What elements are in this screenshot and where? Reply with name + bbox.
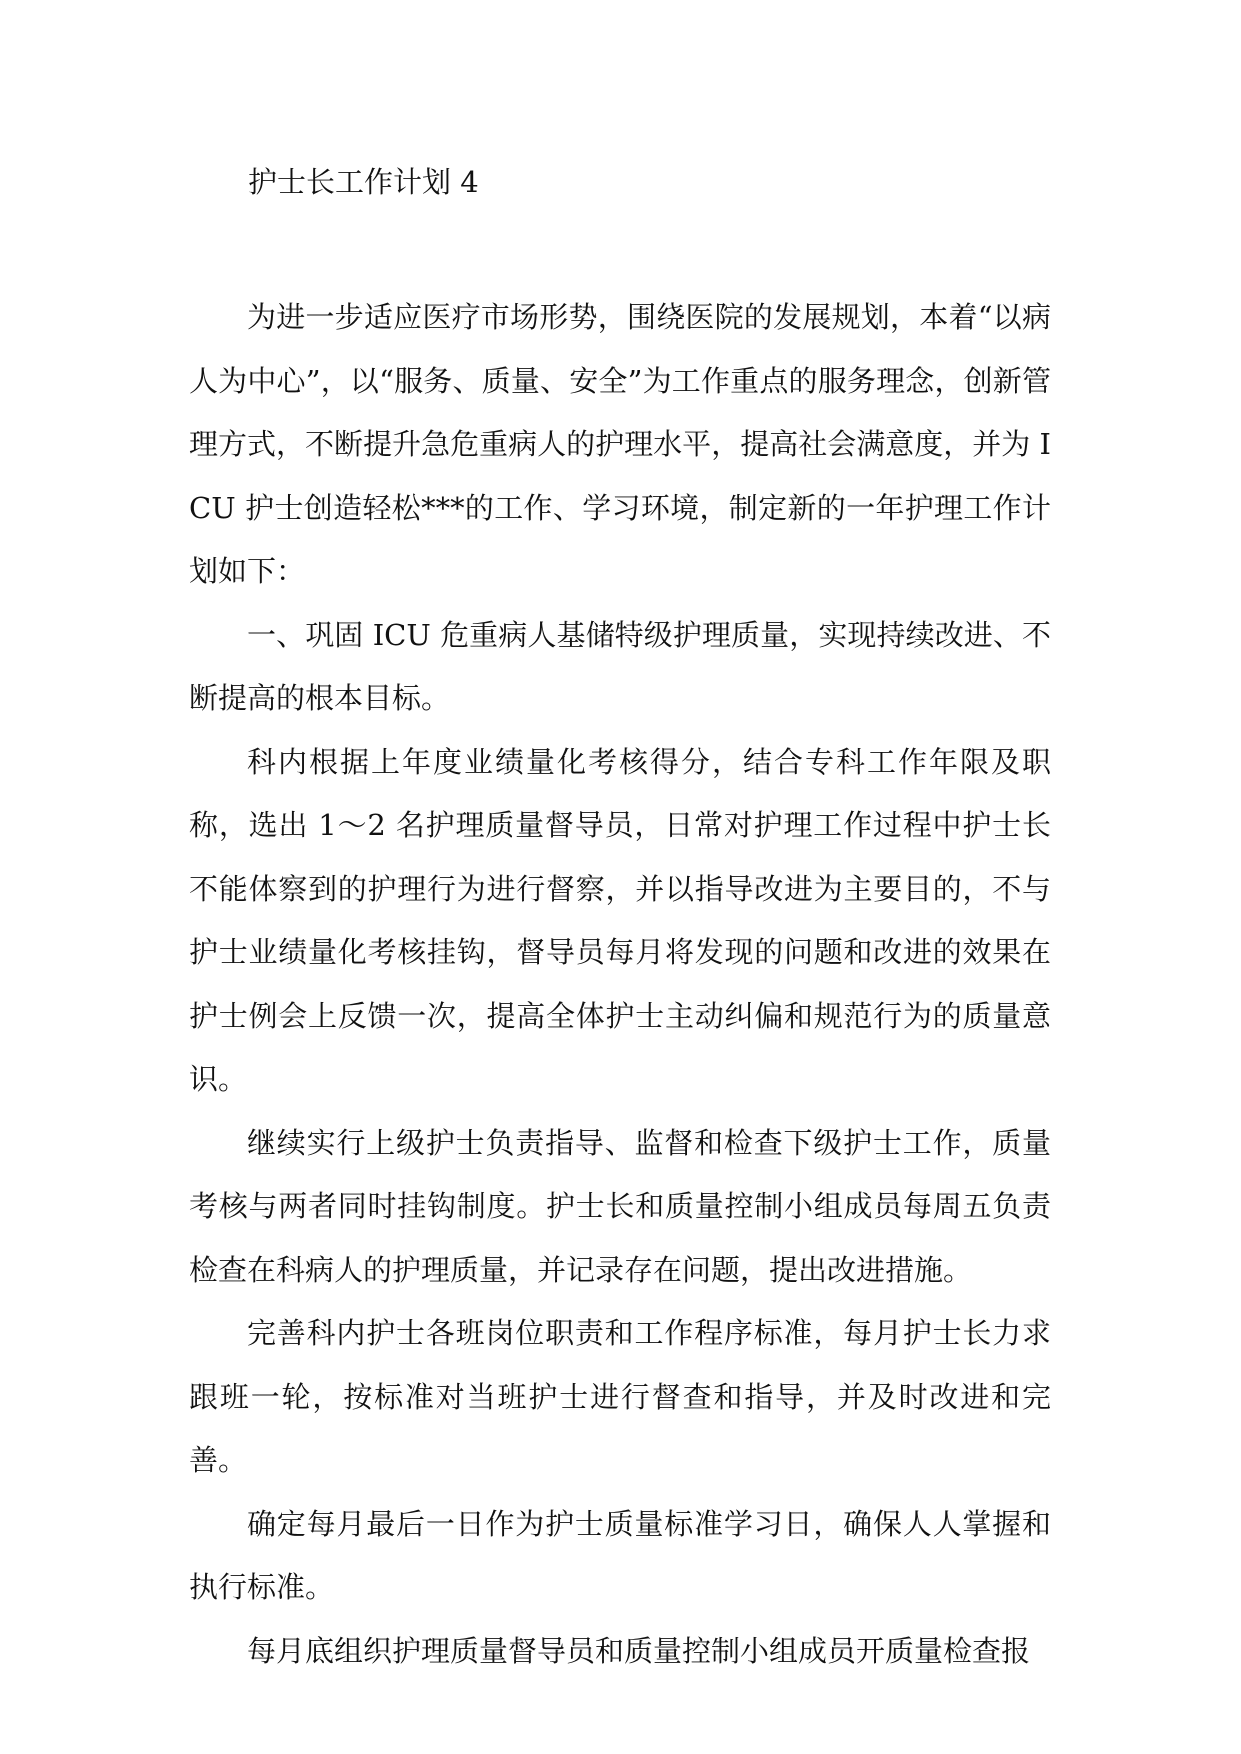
paragraph-section-one-heading: 一、巩固 ICU 危重病人基储特级护理质量，实现持续改进、不断提高的根本目标。: [189, 617, 1051, 715]
paragraph-study-day: 确定每月最后一日作为护士质量标准学习日，确保人人掌握和执行标准。: [189, 1506, 1051, 1604]
paragraph-senior-nurse-supervision: 继续实行上级护士负责指导、监督和检查下级护士工作，质量考核与两者同时挂钩制度。护士长和质量控制小组成员每周五负责检查在科病人的护理质量，并记录存在问题，提出改进措施。: [189, 1125, 1051, 1287]
paragraph-monthly-report: 每月底组织护理质量督导员和质量控制小组成员开质量检查报: [247, 1633, 1031, 1668]
document-title: 护士长工作计划 4: [248, 165, 479, 199]
paragraph-quality-supervisors: 科内根据上年度业绩量化考核得分，结合专科工作年限及职称，选出 1～2 名护理质量督导员，日常对护理工作过程中护士长不能体察到的护理行为进行督察，并以指导改进为主要目的，不与护士业绩量化考核挂钩，督导员每月将发现的问题和改进的效果在护士例会上反馈一次，提高全体护士主动纠偏和规范行为的质量意识。: [189, 744, 1051, 1096]
document-body: [189, 286, 1051, 1683]
paragraph-intro: 为进一步适应医疗市场形势，围绕医院的发展规划，本着“以病人为中心”，以“服务、质量、安全”为工作重点的服务理念，创新管理方式，不断提升急危重病人的护理水平，提高社会满意度，并为 ICU 护士创造轻松***的工作、学习环境，制定新的一年护理工作计划如下：: [189, 300, 1051, 588]
paragraph-duty-standards: 完善科内护士各班岗位职责和工作程序标准，每月护士长力求跟班一轮，按标准对当班护士进行督查和指导，并及时改进和完善。: [189, 1316, 1051, 1477]
